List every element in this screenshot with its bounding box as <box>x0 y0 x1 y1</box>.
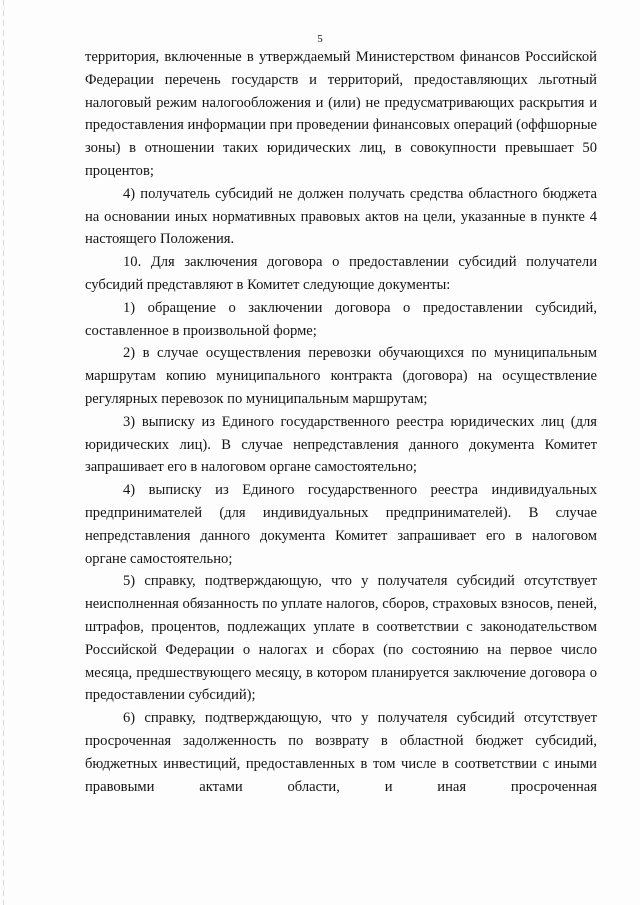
paragraph-doc-2: 2) в случае осуществления перевозки обучающихся по муниципальным маршрутам копию муниципального контракта (договора) на осуществление регулярных перевозок по муниципальным маршрутам; <box>85 345 597 407</box>
paragraph-doc-3: 3) выписку из Единого государственного реестра юридических лиц (для юридических лиц). В случае непредставления данного документа Комитет запрашивает его в налоговом органе самостоятельно; <box>85 413 597 476</box>
paragraph-section-10: 10. Для заключения договора о предоставлении субсидий получатели субсидий представляют в Комитет следующие документы: <box>85 254 597 293</box>
paragraph-doc-4: 4) выписку из Единого государственного реестра индивидуальных предпринимателей (для индивидуальных предпринимателей). В случае непредставления данного документа Комитет запрашивает его в налоговом органе самостоятельно; <box>85 482 597 567</box>
scan-edge <box>3 0 4 905</box>
paragraph-continuation: территория, включенные в утверждаемый Министерством финансов Российской Федерации перечень государств и территорий, предоставляющих льготный налоговый режим налогообложения и (или) не предусматривающих раскрытия и предоставления информации при проведении финансовых операций (оффшорные зоны) в отношении таких юридических лиц, в совокупности превышает 50 процентов; <box>85 49 597 179</box>
paragraph-doc-6: 6) справку, подтверждающую, что у получателя субсидий отсутствует просроченная задолженность по возврату в областной бюджет субсидий, бюджетных инвестиций, предоставленных в том числе в соответствии с иными правовыми актами области, и иная просроченная <box>85 710 597 795</box>
page-number: 5 <box>317 33 323 45</box>
document-body <box>85 46 597 798</box>
paragraph-doc-5: 5) справку, подтверждающую, что у получателя субсидий отсутствует неисполненная обязанность по уплате налогов, сборов, страховых взносов, пеней, штрафов, процентов, подлежащих уплате в соответствии с законодательством Российской Федерации о налогах и сборах (по состоянию на первое число месяца, предшествующего месяцу, в котором планируется заключение договора о предоставлении субсидий); <box>85 573 597 704</box>
paragraph-doc-1: 1) обращение о заключении договора о предоставлении субсидий, составленное в произвольной форме; <box>85 299 597 339</box>
paragraph-item-4: 4) получатель субсидий не должен получать средства областного бюджета на основании иных нормативных правовых актов на цели, указанные в пункте 4 настоящего Положения. <box>85 185 597 248</box>
